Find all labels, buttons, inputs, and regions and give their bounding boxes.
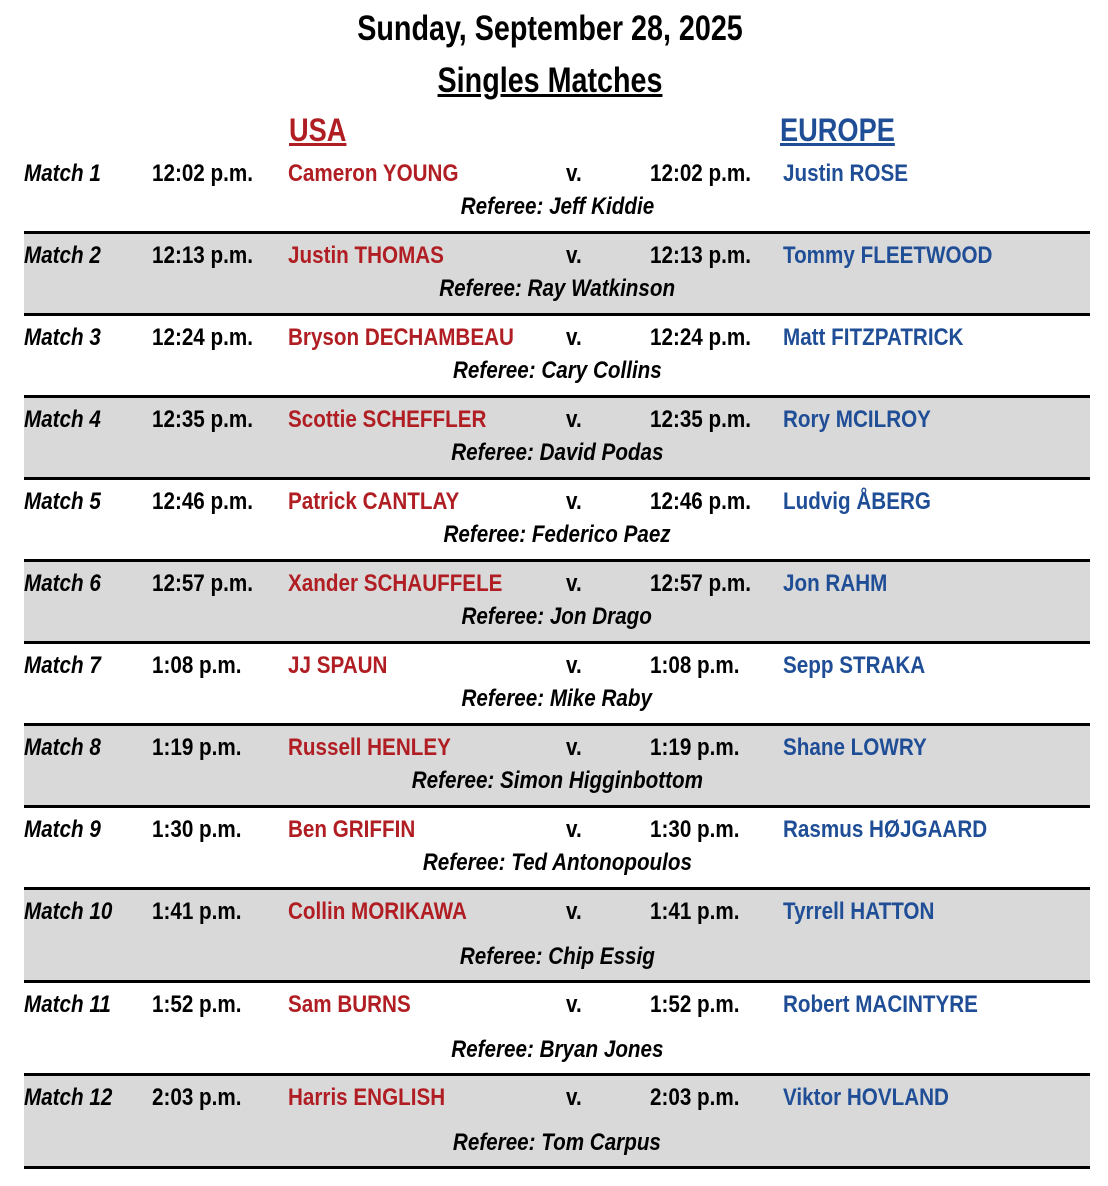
versus-label: v. bbox=[566, 1084, 582, 1111]
europe-tee-time: 12:24 p.m. bbox=[650, 324, 751, 351]
referee-line bbox=[24, 519, 1090, 551]
usa-tee-time: 1:19 p.m. bbox=[152, 734, 242, 761]
referee-line bbox=[24, 191, 1090, 223]
referee-name: Referee: Chip Essig bbox=[459, 943, 655, 970]
europe-tee-time: 12:46 p.m. bbox=[650, 488, 751, 515]
match-number: Match 8 bbox=[24, 734, 101, 761]
usa-tee-time: 1:52 p.m. bbox=[152, 991, 242, 1018]
versus-label: v. bbox=[566, 734, 582, 761]
page-subtitle: Singles Matches bbox=[437, 61, 663, 100]
referee-name: Referee: Jeff Kiddie bbox=[460, 193, 654, 220]
match-number: Match 4 bbox=[24, 406, 101, 433]
usa-tee-time: 12:46 p.m. bbox=[152, 488, 253, 515]
europe-player: Shane LOWRY bbox=[783, 734, 927, 761]
usa-player: Bryson DECHAMBEAU bbox=[288, 324, 514, 351]
versus-label: v. bbox=[566, 160, 582, 187]
referee-line bbox=[24, 765, 1090, 797]
referee-name: Referee: Bryan Jones bbox=[450, 1036, 664, 1063]
versus-label: v. bbox=[566, 488, 582, 515]
usa-tee-time: 2:03 p.m. bbox=[152, 1084, 242, 1111]
match-number: Match 7 bbox=[24, 652, 101, 679]
europe-tee-time: 2:03 p.m. bbox=[650, 1084, 740, 1111]
match-number: Match 10 bbox=[24, 898, 113, 925]
match-number: Match 11 bbox=[24, 991, 111, 1018]
referee-line bbox=[24, 847, 1090, 879]
europe-tee-time: 12:13 p.m. bbox=[650, 242, 751, 269]
usa-player: Scottie SCHEFFLER bbox=[288, 406, 487, 433]
europe-player: Justin ROSE bbox=[783, 160, 909, 187]
usa-player: JJ SPAUN bbox=[288, 652, 388, 679]
referee-line bbox=[24, 1127, 1090, 1159]
europe-tee-time: 1:30 p.m. bbox=[650, 816, 740, 843]
europe-player: Ludvig ÅBERG bbox=[783, 488, 931, 515]
europe-tee-time: 1:52 p.m. bbox=[650, 991, 740, 1018]
usa-tee-time: 1:08 p.m. bbox=[152, 652, 242, 679]
europe-player: Rory MCILROY bbox=[783, 406, 931, 433]
usa-tee-time: 1:30 p.m. bbox=[152, 816, 242, 843]
match-row bbox=[24, 726, 1090, 808]
usa-player: Xander SCHAUFFELE bbox=[288, 570, 503, 597]
usa-player: Russell HENLEY bbox=[288, 734, 451, 761]
referee-name: Referee: Mike Raby bbox=[461, 685, 653, 712]
referee-line bbox=[24, 601, 1090, 633]
europe-player: Matt FITZPATRICK bbox=[783, 324, 964, 351]
europe-tee-time: 1:08 p.m. bbox=[650, 652, 740, 679]
referee-name: Referee: Simon Higginbottom bbox=[411, 767, 703, 794]
referee-name: Referee: Cary Collins bbox=[452, 357, 662, 384]
usa-player: Cameron YOUNG bbox=[288, 160, 459, 187]
referee-name: Referee: Ted Antonopoulos bbox=[422, 849, 692, 876]
europe-player: Sepp STRAKA bbox=[783, 652, 926, 679]
versus-label: v. bbox=[566, 406, 582, 433]
team-usa-heading: USA bbox=[289, 112, 347, 148]
referee-line bbox=[24, 1034, 1090, 1066]
usa-tee-time: 12:13 p.m. bbox=[152, 242, 253, 269]
referee-line bbox=[24, 437, 1090, 469]
match-row bbox=[24, 1076, 1090, 1169]
referee-line bbox=[24, 941, 1090, 973]
usa-player: Harris ENGLISH bbox=[288, 1084, 446, 1111]
europe-player: Viktor HOVLAND bbox=[783, 1084, 949, 1111]
referee-name: Referee: Federico Paez bbox=[443, 521, 671, 548]
match-row bbox=[24, 644, 1090, 726]
europe-tee-time: 1:19 p.m. bbox=[650, 734, 740, 761]
usa-tee-time: 12:02 p.m. bbox=[152, 160, 253, 187]
versus-label: v. bbox=[566, 991, 582, 1018]
referee-line bbox=[24, 355, 1090, 387]
match-row bbox=[24, 398, 1090, 480]
europe-tee-time: 12:57 p.m. bbox=[650, 570, 751, 597]
europe-tee-time: 1:41 p.m. bbox=[650, 898, 740, 925]
europe-player: Jon RAHM bbox=[783, 570, 888, 597]
match-number: Match 12 bbox=[24, 1084, 113, 1111]
europe-player: Rasmus HØJGAARD bbox=[783, 816, 988, 843]
usa-player: Ben GRIFFIN bbox=[288, 816, 416, 843]
match-number: Match 5 bbox=[24, 488, 101, 515]
match-list bbox=[24, 152, 1090, 1169]
europe-tee-time: 12:35 p.m. bbox=[650, 406, 751, 433]
match-number: Match 6 bbox=[24, 570, 101, 597]
europe-tee-time: 12:02 p.m. bbox=[650, 160, 751, 187]
versus-label: v. bbox=[566, 816, 582, 843]
usa-player: Collin MORIKAWA bbox=[288, 898, 467, 925]
page-title: Sunday, September 28, 2025 bbox=[357, 9, 743, 48]
team-europe-heading: EUROPE bbox=[780, 112, 895, 148]
match-number: Match 1 bbox=[24, 160, 101, 187]
versus-label: v. bbox=[566, 324, 582, 351]
usa-player: Patrick CANTLAY bbox=[288, 488, 460, 515]
match-number: Match 2 bbox=[24, 242, 101, 269]
europe-player: Robert MACINTYRE bbox=[783, 991, 978, 1018]
referee-name: Referee: Tom Carpus bbox=[453, 1129, 661, 1156]
match-row bbox=[24, 152, 1090, 234]
match-row bbox=[24, 234, 1090, 316]
europe-player: Tommy FLEETWOOD bbox=[783, 242, 993, 269]
usa-tee-time: 12:24 p.m. bbox=[152, 324, 253, 351]
match-row bbox=[24, 316, 1090, 398]
versus-label: v. bbox=[566, 570, 582, 597]
referee-name: Referee: David Podas bbox=[450, 439, 664, 466]
match-row bbox=[24, 562, 1090, 644]
match-row bbox=[24, 890, 1090, 983]
match-row bbox=[24, 808, 1090, 890]
usa-player: Justin THOMAS bbox=[288, 242, 444, 269]
usa-tee-time: 12:57 p.m. bbox=[152, 570, 253, 597]
match-row bbox=[24, 480, 1090, 562]
match-row bbox=[24, 983, 1090, 1076]
referee-name: Referee: Ray Watkinson bbox=[439, 275, 675, 302]
match-number: Match 3 bbox=[24, 324, 101, 351]
versus-label: v. bbox=[566, 652, 582, 679]
match-number: Match 9 bbox=[24, 816, 101, 843]
europe-player: Tyrrell HATTON bbox=[783, 898, 935, 925]
usa-player: Sam BURNS bbox=[288, 991, 411, 1018]
referee-line bbox=[24, 683, 1090, 715]
usa-tee-time: 12:35 p.m. bbox=[152, 406, 253, 433]
versus-label: v. bbox=[566, 898, 582, 925]
usa-tee-time: 1:41 p.m. bbox=[152, 898, 242, 925]
referee-name: Referee: Jon Drago bbox=[461, 603, 653, 630]
referee-line bbox=[24, 273, 1090, 305]
versus-label: v. bbox=[566, 242, 582, 269]
